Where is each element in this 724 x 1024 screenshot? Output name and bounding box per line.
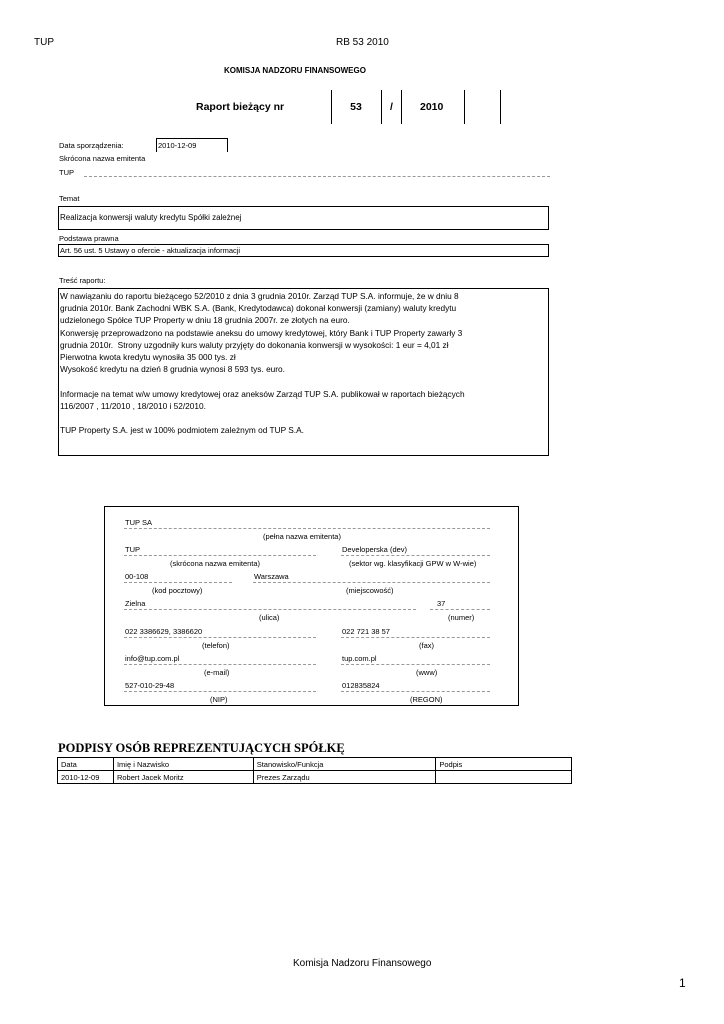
issuer-phone-line [124, 637, 316, 638]
issuer-phone-caption: (telefon) [202, 641, 230, 650]
legal-basis-value: Art. 56 ust. 5 Ustawy o ofercie - aktualizacja informacji [58, 244, 549, 257]
issuer-street-number-line [430, 609, 490, 610]
report-content-line: W nawiązaniu do raportu bieżącego 52/2010 z dnia 3 grudnia 2010r. Zarząd TUP S.A. informuje, że w dniu 8 [60, 291, 459, 301]
signatures-header-cell: Podpis [436, 758, 572, 771]
report-label: Raport bieżący nr [196, 101, 285, 113]
report-number: 53 [350, 101, 362, 113]
issuer-sector-caption: (sektor wg. klasyfikacji GPW w W-wie) [349, 559, 477, 568]
signature-date: 2010-12-09 [58, 771, 114, 784]
content-label: Treść raportu: [59, 276, 106, 285]
header-left: TUP [34, 37, 54, 48]
issuer-www: tup.com.pl [342, 654, 377, 663]
issuer-fax-line [341, 637, 490, 638]
signature-name: Robert Jacek Moritz [113, 771, 253, 784]
issuer-regon-caption: (REGON) [410, 695, 443, 704]
issuer-full-name-line [124, 528, 490, 529]
issuer-postal-code-caption: (kod pocztowy) [152, 586, 203, 595]
report-box-divider [464, 90, 465, 124]
signature-sign [436, 771, 572, 784]
issuer-city-caption: (miejscowość) [346, 586, 394, 595]
signature-position: Prezes Zarządu [253, 771, 436, 784]
report-content-line [60, 412, 547, 424]
report-slash: / [390, 101, 393, 113]
issuer-sector: Developerska (dev) [342, 545, 408, 554]
report-content-line: Wysokość kredytu na dzień 8 grudnia wynosi 8 593 tys. euro. [60, 364, 285, 375]
date-label: Data sporządzenia: [59, 141, 124, 150]
issuer-www-caption: (www) [416, 668, 438, 677]
report-box-divider [401, 90, 402, 124]
report-content-line: TUP Property S.A. jest w 100% podmiotem zależnym od TUP S.A. [60, 425, 304, 436]
short-name-value: TUP [59, 168, 74, 177]
issuer-regon: 012835824 [342, 681, 380, 690]
page-number: 1 [679, 976, 686, 990]
issuer-email: info@tup.com.pl [125, 654, 180, 663]
issuer-www-line [341, 664, 490, 665]
issuer-street-line [124, 609, 416, 610]
report-box-divider [500, 90, 501, 124]
issuer-street-number-caption: (numer) [448, 613, 475, 622]
issuer-email-caption: (e-mail) [204, 668, 230, 677]
issuer-fax-caption: (fax) [419, 641, 434, 650]
issuer-nip-line [124, 691, 316, 692]
issuer-street-caption: (ulica) [259, 613, 280, 622]
issuer-full-name-caption: (pełna nazwa emitenta) [263, 532, 341, 541]
report-box-divider [381, 90, 382, 124]
subject-value: Realizacja konwersji waluty kredytu Spółki zależnej [58, 206, 549, 230]
issuer-postal-code: 00-108 [125, 572, 149, 581]
issuer-short-name-caption: (skrócona nazwa emitenta) [170, 559, 261, 568]
signatures-header-cell: Stanowisko/Funkcja [253, 758, 436, 771]
report-year: 2010 [420, 101, 444, 113]
report-content-line: udzielonego Spółce TUP Property w dniu 18 grudnia 2007r. ze złotych na euro. [60, 315, 350, 326]
signatures-header-cell: Data [58, 758, 114, 771]
signatures-header-row [58, 758, 572, 771]
subject-label: Temat [59, 194, 80, 203]
issuer-postal-code-line [124, 582, 232, 583]
report-content-line: 116/2007 , 11/2010 , 18/2010 i 52/2010. [60, 400, 206, 411]
short-name-label: Skrócona nazwa emitenta [59, 154, 146, 163]
issuer-sector-line [341, 555, 490, 556]
report-content-line [60, 375, 547, 387]
signatures-title: PODPISY OSÓB REPREZENTUJĄCYCH SPÓŁKĘ [58, 741, 345, 755]
report-content-line: Konwersję przeprowadzono na podstawie aneksu do umowy kredytowej, który Bank i TUP Property zawarły 3 [60, 327, 463, 338]
issuer-street: Zielna [125, 599, 146, 608]
signatures-header-cell: Imię i Nazwisko [113, 758, 253, 771]
issuer-regon-line [341, 691, 490, 692]
header-right: RB 53 2010 [336, 37, 389, 48]
issuer-short-name-line [124, 555, 316, 556]
issuer-street-number: 37 [437, 599, 446, 608]
signatures-table [57, 757, 572, 784]
issuer-nip-caption: (NIP) [210, 695, 228, 704]
issuer-nip: 527-010-29-48 [125, 681, 175, 690]
report-content-text [59, 289, 548, 437]
issuer-phone: 022 3386629, 3386620 [125, 627, 203, 636]
table-row [58, 771, 572, 784]
report-content-line: grudnia 2010r. Strony uzgodniły kurs waluty przyjęty do dokonania konwersji w wysokości: 1 eur = 4,01 zł [60, 339, 449, 350]
report-content-line: Pierwotna kwota kredytu wynosiła 35 000 tys. zł [60, 352, 236, 363]
issuer-email-line [124, 664, 316, 665]
issuer-full-name: TUP SA [125, 518, 152, 527]
issuer-city-line [253, 582, 490, 583]
report-content-line: Informacje na temat w/w umowy kredytowej oraz aneksów Zarząd TUP S.A. publikował w raportach bieżących [60, 388, 465, 399]
issuer-short-name: TUP [125, 545, 140, 554]
footer-center: Komisja Nadzoru Finansowego [293, 958, 432, 969]
issuer-city: Warszawa [254, 572, 289, 581]
legal-basis-label: Podstawa prawna [59, 234, 119, 243]
issuer-fax: 022 721 38 57 [342, 627, 390, 636]
report-content-box [58, 288, 549, 456]
short-name-underline [84, 176, 550, 177]
commission-title: KOMISJA NADZORU FINANSOWEGO [224, 66, 366, 75]
date-value: 2010-12-09 [156, 138, 228, 152]
report-content-line: grudnia 2010r. Bank Zachodni WBK S.A. (Bank, Kredytodawca) dokonał konwersji (zamiany) waluty kredytu [60, 303, 457, 314]
